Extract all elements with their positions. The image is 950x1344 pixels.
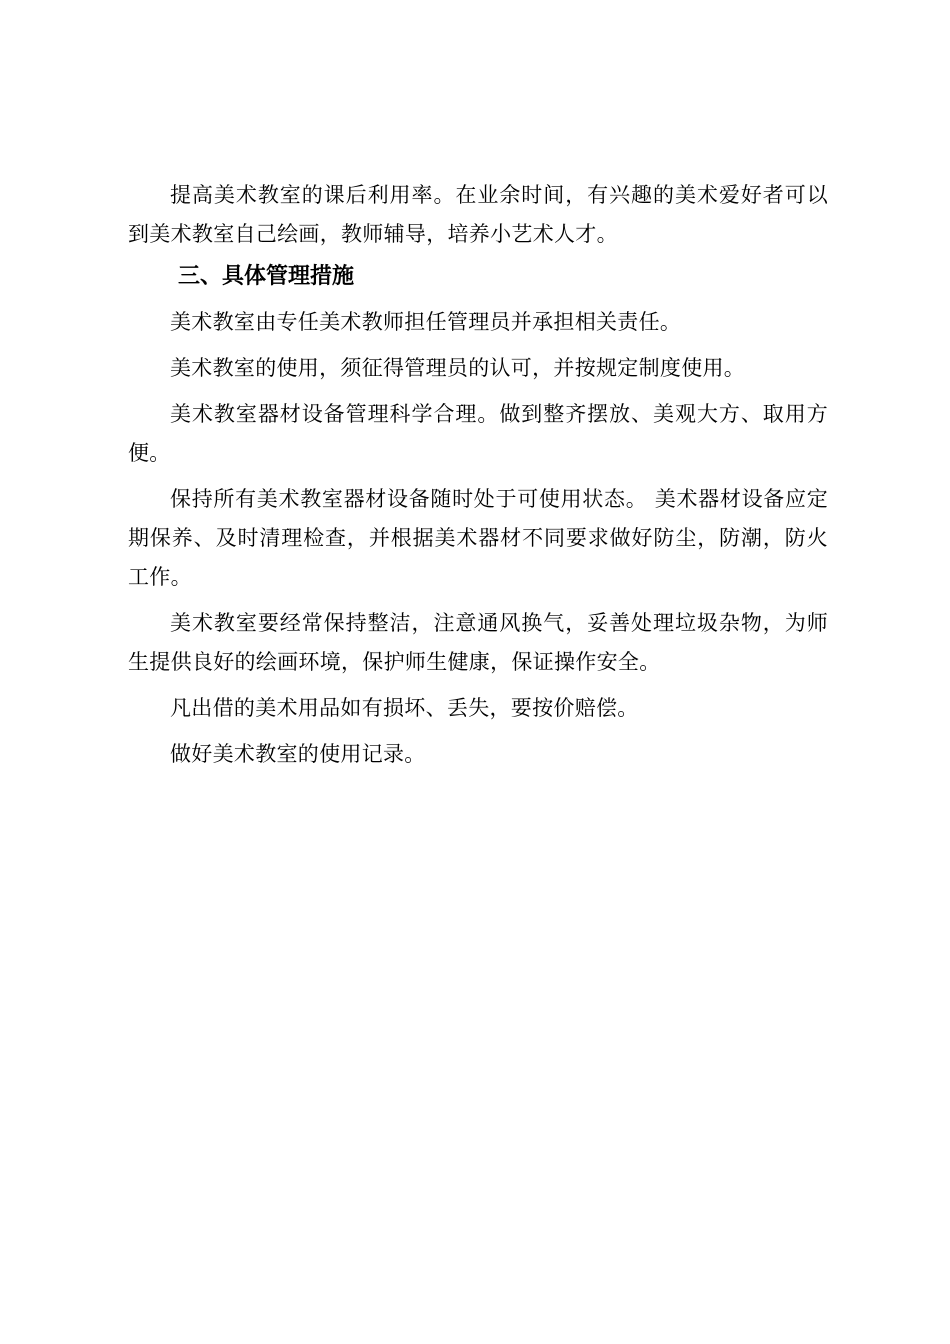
paragraph-cleanliness: 美术教室要经常保持整洁，注意通风换气，妥善处理垃圾杂物，为师生提供良好的绘画环境，保护师生健康，保证操作安全。 — [128, 611, 828, 674]
intro-paragraph: 提高美术教室的课后利用率。在业余时间，有兴趣的美术爱好者可以到美术教室自己绘画，教师辅导，培养小艺术人才。 — [128, 183, 828, 246]
document-page — [128, 176, 828, 774]
paragraph-usage-record: 做好美术教室的使用记录。 — [170, 742, 426, 766]
paragraph-usage-approval: 美术教室的使用，须征得管理员的认可，并按规定制度使用。 — [170, 356, 746, 380]
section-heading: 三、具体管理措施 — [178, 264, 355, 289]
paragraph-compensation: 凡出借的美术用品如有损坏、丢失，要按价赔偿。 — [170, 696, 639, 720]
paragraph-equipment-management: 美术教室器材设备管理科学合理。做到整齐摆放、美观大方、取用方便。 — [128, 402, 828, 465]
paragraph-equipment-maintenance: 保持所有美术教室器材设备随时处于可使用状态。 美术器材设备应定期保养、及时清理检查，并根据美术器材不同要求做好防尘，防潮，防火工作。 — [128, 487, 828, 589]
paragraph-manager: 美术教室由专任美术教师担任管理员并承担相关责任。 — [170, 310, 682, 334]
